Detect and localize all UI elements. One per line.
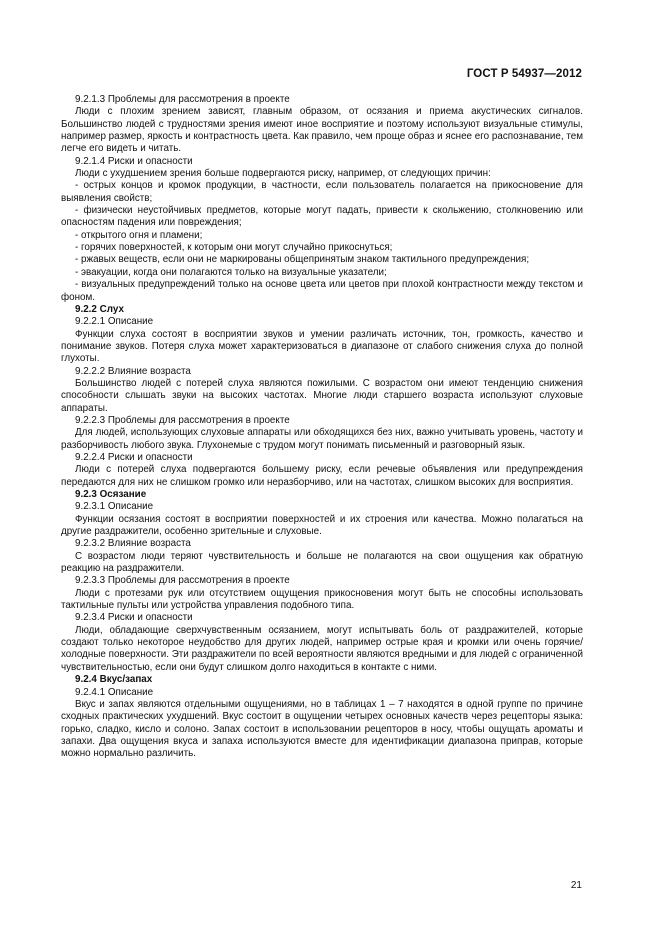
document-body bbox=[61, 94, 583, 761]
section-heading: 9.2.2 Слух bbox=[75, 303, 124, 315]
section-heading: 9.2.3 Осязание bbox=[75, 489, 147, 500]
paragraph: Функции осязания состоят в восприятии поверхностей и их строения или качества. Можно полагаться на другие раздражители, особенно зрительные и слуховые. bbox=[61, 513, 583, 538]
subsection-heading: 9.2.2.3 Проблемы для рассмотрения в проекте bbox=[75, 414, 290, 426]
page-number: 21 bbox=[570, 880, 582, 891]
subsection-heading: 9.2.4.1 Описание bbox=[75, 686, 154, 698]
list-item: - физически неустойчивых предметов, которые могут падать, привести к скольжению, столкновению или опасностям падения или повреждения; bbox=[61, 205, 583, 229]
section-heading: 9.2.4 Вкус/запах bbox=[75, 674, 153, 686]
list-item: - открытого огня и пламени; bbox=[75, 229, 203, 241]
paragraph: Люди с протезами рук или отсутствием ощущения прикосновения могут быть не способны использовать тактильные пульты или устройства управления подобного типа. bbox=[61, 587, 583, 612]
subsection-heading: 9.2.2.4 Риски и опасности bbox=[75, 451, 193, 463]
subsection-heading: 9.2.2.2 Влияние возраста bbox=[75, 365, 191, 377]
paragraph: Люди, обладающие сверхчувственным осязанием, могут испытывать боль от раздражителей, которые создают только некоторое неудобство для других людей, например острые края и кромки или очень горячие/холодные поверхности. Эти раздражители по всей вероятности являются вредными и для людей с ограниченной чувствительностью, если они будут слишком долго находиться в контакте с ними. bbox=[61, 624, 583, 673]
paragraph: Люди с ухудшением зрения больше подвергаются риску, например, от следующих причин: bbox=[75, 168, 491, 180]
list-item: - визуальных предупреждений только на основе цвета или цветов при плохой контрастности между текстом и фоном. bbox=[61, 279, 583, 303]
subsection-heading: 9.2.1.4 Риски и опасности bbox=[75, 155, 193, 167]
subsection-heading: 9.2.1.3 Проблемы для рассмотрения в проекте bbox=[75, 94, 290, 105]
paragraph: Люди с потерей слуха подвергаются большему риску, если речевые объявления или предупреждения передаются для них не слишком громко или неразборчиво, или на частотах, слишком высоких для восприятия. bbox=[61, 464, 583, 488]
subsection-heading: 9.2.3.4 Риски и опасности bbox=[75, 612, 193, 624]
paragraph: Вкус и запах являются отдельными ощущениями, но в таблицах 1 – 7 находятся в одной группе по причине сходных практических ухудшений. Вкус состоит в ощущении четырех основных качеств через рецепторы языка: горько, сладко, кисло и солоно. Запах состоит в использовании рецепторов в носу, чтобы ощущать ароматы и запахи. Два ощущения вкуса и запаха используются вместе для идентификации диапазона приправ, которые можно нормально различить. bbox=[61, 698, 583, 760]
paragraph: Люди с плохим зрением зависят, главным образом, от осязания и приема акустических сигналов. Большинство людей с трудностями зрения имеют иное восприятие и поэтому используют визуальные стимулы, например размер, яркость и контрастность цвета. Как правило, чем проще образ и яснее его распознавание, тем легче его видеть и читать. bbox=[61, 106, 583, 155]
subsection-heading: 9.2.3.1 Описание bbox=[75, 501, 154, 513]
list-item: - острых концов и кромок продукции, в частности, если пользователь полагается на прикосновение для выявления свойств; bbox=[61, 180, 583, 204]
paragraph: Большинство людей с потерей слуха являются пожилыми. С возрастом они имеют тенденцию снижения способности слышать звуки на высоких частотах. Многие люди старшего возраста используют слуховые аппараты. bbox=[61, 377, 583, 414]
list-item: - эвакуации, когда они полагаются только на визуальные указатели; bbox=[75, 266, 387, 278]
subsection-heading: 9.2.2.1 Описание bbox=[75, 316, 154, 328]
list-item: - горячих поверхностей, к которым они могут случайно прикоснуться; bbox=[75, 242, 393, 254]
document-code-header: ГОСТ Р 54937—2012 bbox=[466, 68, 582, 80]
subsection-heading: 9.2.3.3 Проблемы для рассмотрения в проекте bbox=[75, 575, 290, 587]
subsection-heading: 9.2.3.2 Влияние возраста bbox=[75, 538, 191, 550]
paragraph: Функции слуха состоят в восприятии звуков и умении различать источник, тон, громкость, качество и понимание звуков. Потеря слуха может характеризоваться в диапазоне от слабого снижения слуха до полной глухоты. bbox=[61, 328, 583, 365]
paragraph: С возрастом люди теряют чувствительность и больше не полагаются на свои ощущения как обратную реакцию на раздражители. bbox=[61, 550, 583, 575]
paragraph: Для людей, использующих слуховые аппараты или обходящихся без них, важно учитывать уровень, частоту и разборчивость любого звука. Глухонемые с трудом могут понимать письменный и разговорный язык. bbox=[61, 427, 583, 451]
list-item: - ржавых веществ, если они не маркированы общепринятым знаком тактильного предупреждения; bbox=[75, 254, 530, 266]
